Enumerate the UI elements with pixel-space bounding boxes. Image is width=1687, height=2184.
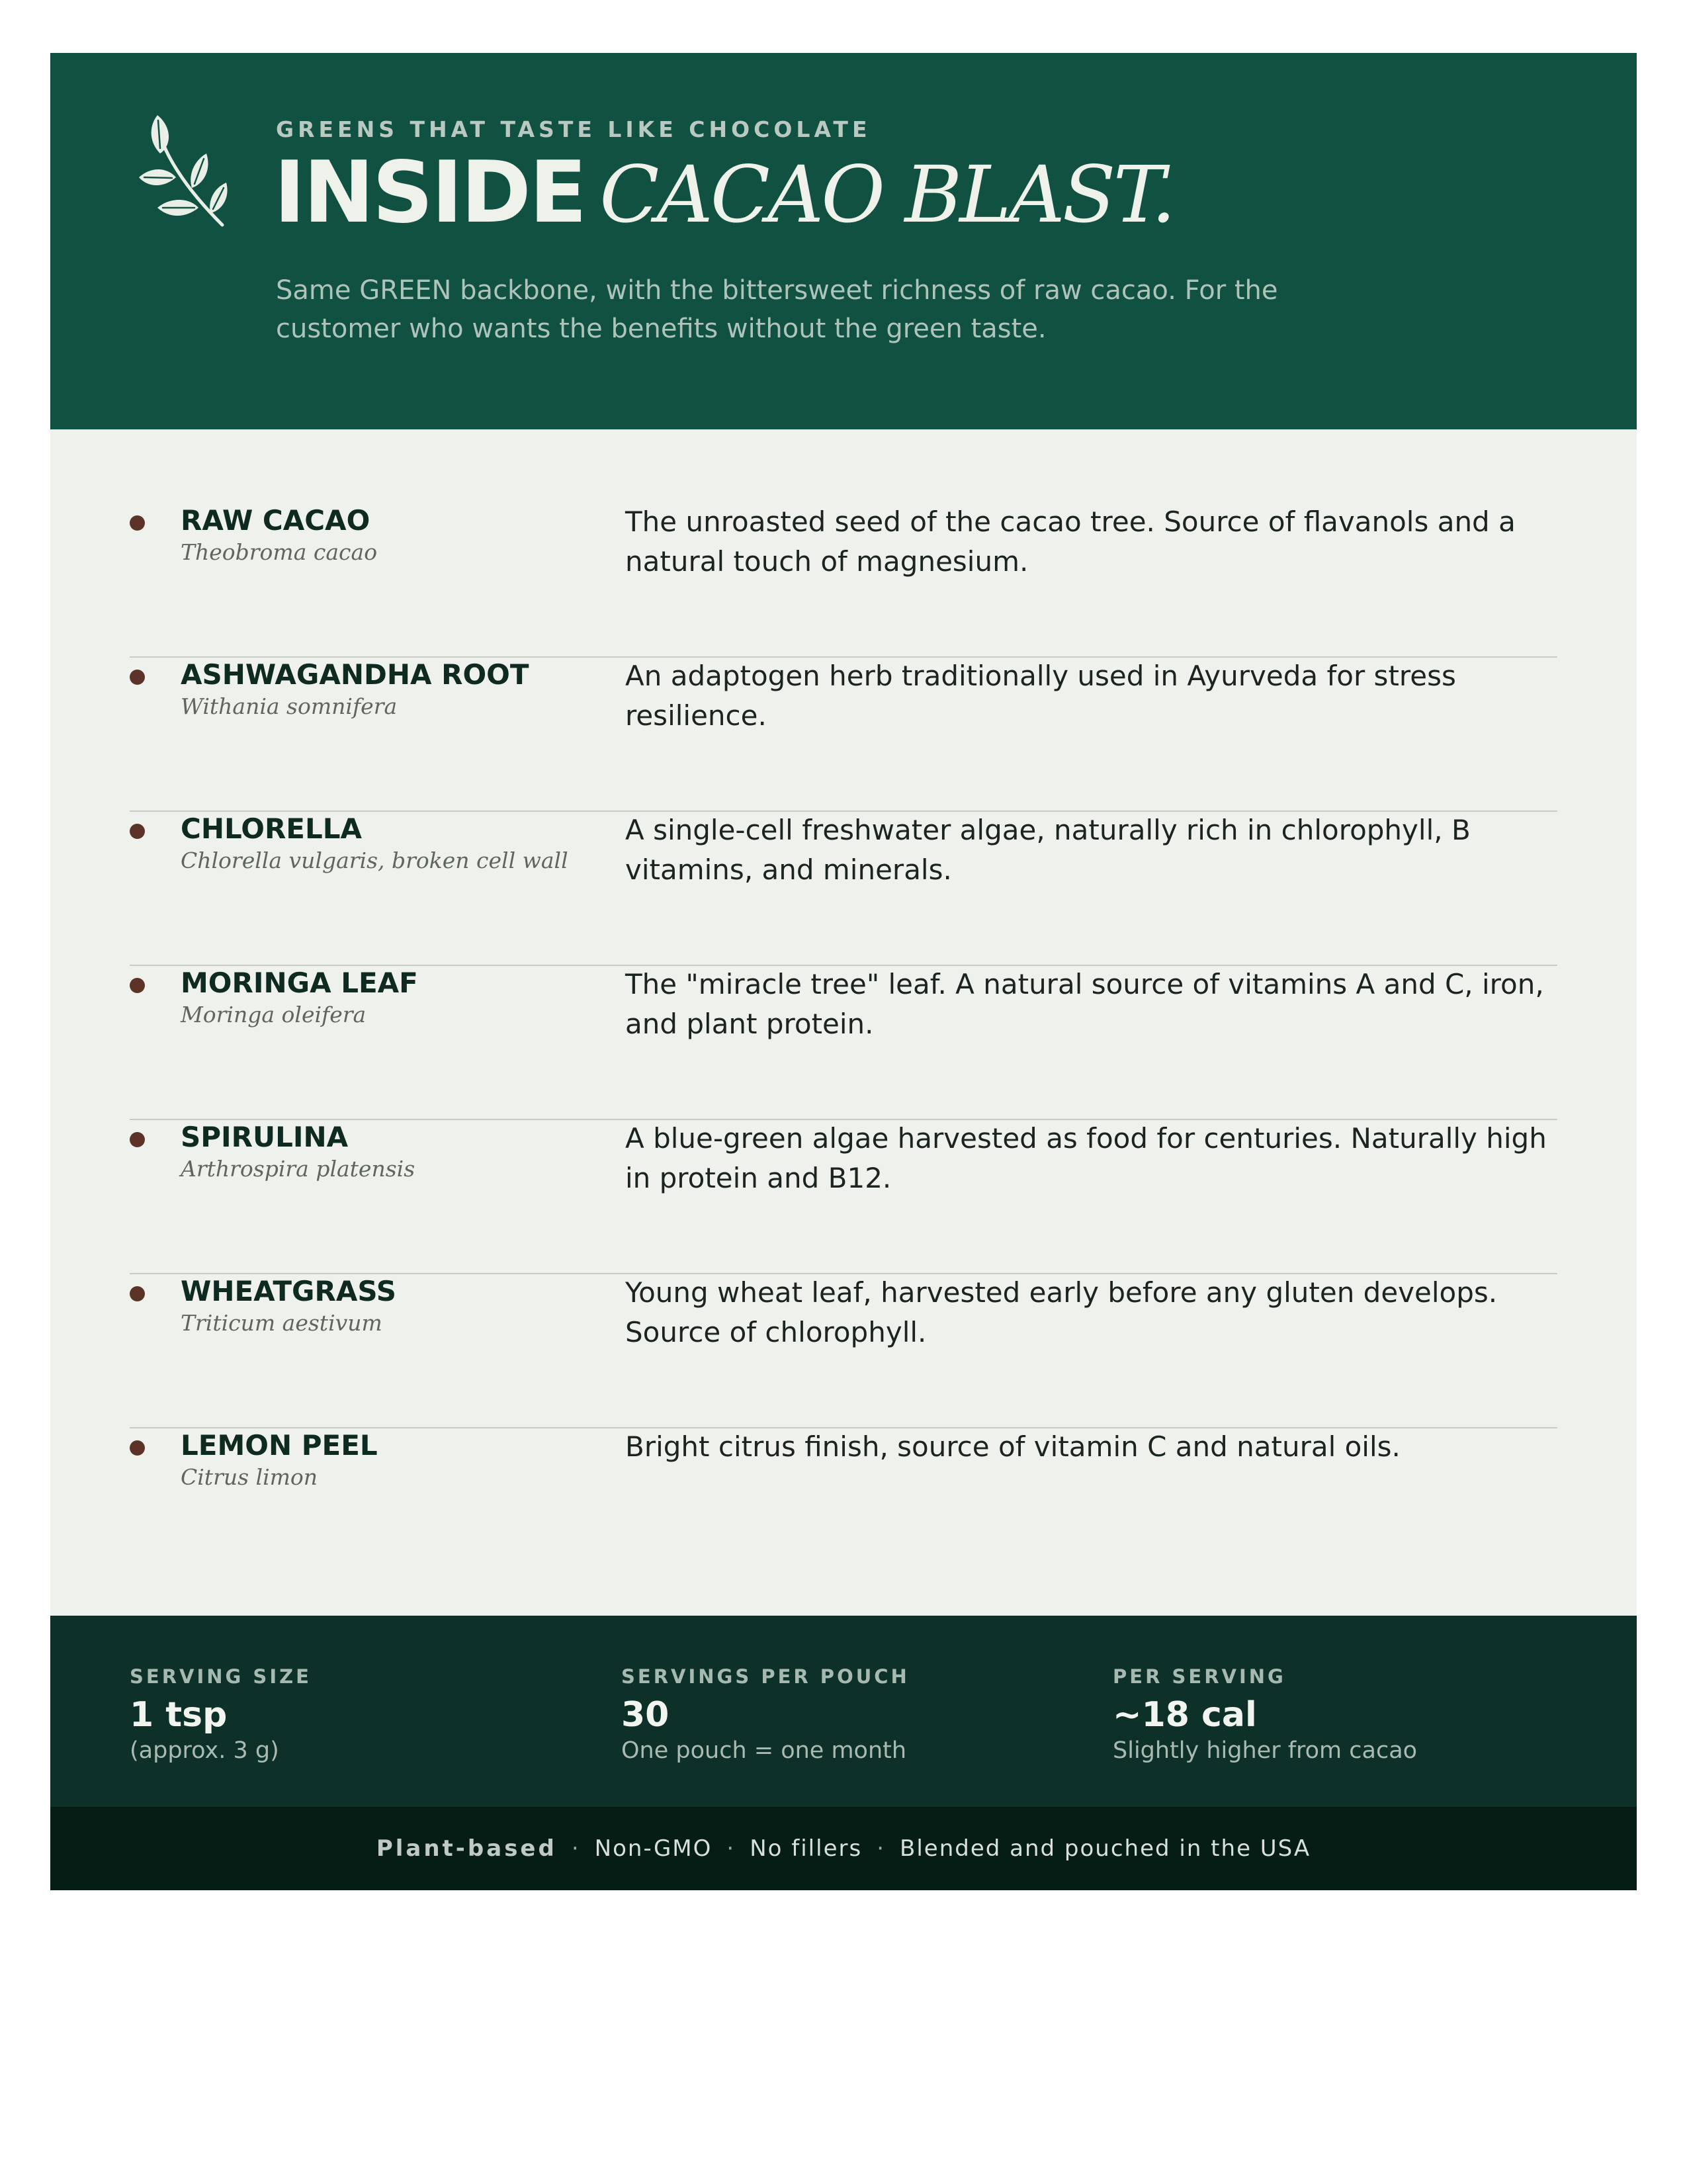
header-banner: [50, 53, 1637, 429]
ingredient-name: ASHWAGANDHA ROOT: [181, 658, 529, 691]
stat-note: One pouch = one month: [621, 1737, 907, 1764]
ingredient-row: [130, 658, 1557, 812]
stat-servings-per-pouch: [621, 1665, 1031, 1765]
bullet-dot-icon: [130, 515, 145, 531]
stat-note: Slightly higher from cacao: [1113, 1737, 1418, 1764]
stat-serving-size: [130, 1665, 540, 1765]
ingredient-description: Bright citrus finish, source of vitamin C and natural oils.: [625, 1430, 1401, 1463]
bullet-dot-icon: [130, 670, 145, 685]
stat-value: 30: [621, 1695, 670, 1735]
bullet-dot-icon: [130, 1286, 145, 1301]
ingredient-row: [130, 1120, 1557, 1274]
ingredient-row: [130, 966, 1557, 1120]
ingredient-row: [130, 503, 1557, 658]
ingredient-description: A blue-green algae harvested as food for centuries. Naturally high in protein and B12.: [625, 1122, 1547, 1194]
title-italic: CACAO BLAST.: [599, 149, 1174, 240]
page-title: [274, 144, 1174, 242]
ingredient-description: The unroasted seed of the cacao tree. Source of flavanols and a natural touch of magnesium.: [625, 505, 1516, 578]
stat-per-serving: [1113, 1665, 1523, 1765]
ingredient-latin-name: Citrus limon: [181, 1464, 318, 1490]
serving-stats-bar: [50, 1616, 1637, 1807]
claim-non-gmo: Non-GMO: [594, 1835, 713, 1862]
ingredient-row: [130, 1274, 1557, 1428]
stat-value: ~18 cal: [1113, 1695, 1257, 1735]
leaf-sprig-icon: [138, 114, 230, 230]
bullet-dot-icon: [130, 978, 145, 993]
ingredient-list: [50, 429, 1637, 1616]
separator-dot: ·: [877, 1835, 885, 1862]
ingredient-name: MORINGA LEAF: [181, 967, 418, 999]
header-subtitle: Same GREEN backbone, with the bittersweet richness of raw cacao. For the customer who wants the benefits without the green taste.: [276, 275, 1278, 344]
ingredient-name: LEMON PEEL: [181, 1429, 378, 1462]
ingredient-description: A single-cell freshwater algae, naturally rich in chlorophyll, B vitamins, and minerals.: [625, 814, 1471, 886]
ingredient-description: Young wheat leaf, harvested early before any gluten develops. Source of chlorophyll.: [625, 1276, 1498, 1348]
claim-plant-based: Plant-based: [376, 1835, 557, 1862]
ingredient-name: RAW CACAO: [181, 504, 370, 537]
ingredient-latin-name: Chlorella vulgaris, broken cell wall: [181, 848, 568, 873]
ingredient-name: WHEATGRASS: [181, 1275, 396, 1307]
stat-label: SERVINGS PER POUCH: [621, 1665, 910, 1688]
bullet-dot-icon: [130, 1440, 145, 1456]
stat-label: PER SERVING: [1113, 1665, 1286, 1688]
bullet-dot-icon: [130, 1132, 145, 1147]
product-sheet: [50, 53, 1637, 1890]
ingredient-row: [130, 1428, 1557, 1583]
claim-no-fillers: No fillers: [750, 1835, 863, 1862]
ingredient-latin-name: Triticum aestivum: [181, 1310, 382, 1336]
stat-label: SERVING SIZE: [130, 1665, 312, 1688]
ingredient-latin-name: Moringa oleifera: [181, 1002, 367, 1027]
ingredient-latin-name: Arthrospira platensis: [181, 1156, 415, 1182]
ingredient-row: [130, 812, 1557, 966]
title-bold: INSIDE: [274, 144, 585, 242]
separator-dot: ·: [726, 1835, 736, 1862]
eyebrow-tagline: GREENS THAT TASTE LIKE CHOCOLATE: [276, 116, 871, 142]
separator-dot: ·: [571, 1835, 580, 1862]
ingredient-latin-name: Theobroma cacao: [181, 539, 378, 565]
ingredient-description: The "miracle tree" leaf. A natural source of vitamins A and C, iron, and plant protein.: [625, 968, 1544, 1040]
stat-value: 1 tsp: [130, 1695, 228, 1735]
bullet-dot-icon: [130, 824, 145, 839]
footer-claims: [50, 1807, 1637, 1890]
claim-made-in-usa: Blended and pouched in the USA: [900, 1835, 1311, 1862]
ingredient-latin-name: Withania somnifera: [181, 693, 398, 719]
stat-note: (approx. 3 g): [130, 1737, 279, 1764]
ingredient-description: An adaptogen herb traditionally used in Ayurveda for stress resilience.: [625, 660, 1456, 732]
ingredient-name: CHLORELLA: [181, 812, 363, 845]
ingredient-name: SPIRULINA: [181, 1121, 349, 1153]
